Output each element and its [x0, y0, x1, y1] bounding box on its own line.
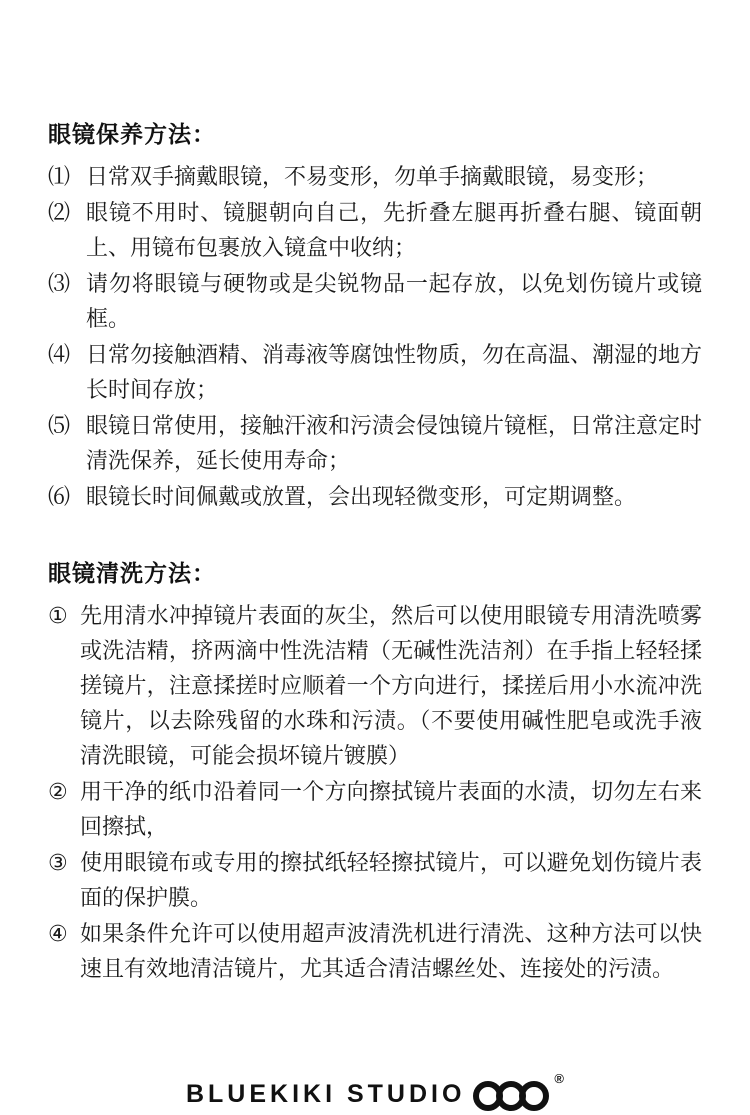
clean-list — [48, 598, 702, 987]
list-item — [48, 845, 702, 915]
item-text: 日常勿接触酒精、消毒液等腐蚀性物质，勿在高温、潮湿的地方长时间存放； — [86, 342, 703, 402]
clean-section-title: 眼镜清洗方法： — [48, 560, 216, 586]
item-text: 请勿将眼镜与硬物或是尖锐物品一起存放，以免划伤镜片或镜框。 — [86, 271, 702, 331]
item-number: ⑵ — [48, 200, 71, 225]
item-text: 如果条件允许可以使用超声波清洗机进行清洗、这种方法可以快速且有效地清洁镜片，尤其适合清洁螺丝处、连接处的污渍。 — [80, 921, 702, 981]
list-item — [48, 159, 702, 194]
item-number: ⑴ — [48, 164, 71, 189]
registered-mark: ® — [554, 1071, 565, 1086]
item-number: ⑷ — [48, 342, 71, 367]
brand-name: BLUEKIKI STUDIO — [185, 1079, 466, 1108]
item-number: ① — [48, 603, 68, 628]
item-number: ② — [48, 779, 68, 804]
list-item — [48, 266, 702, 336]
list-item — [48, 774, 702, 844]
item-text: 先用清水冲掉镜片表面的灰尘，然后可以使用眼镜专用清洗喷雾或洗洁精，挤两滴中性洗洁精（无碱性洗洁剂）在手指上轻轻揉搓镜片，注意揉搓时应顺着一个方向进行，揉搓后用小水流冲洗镜片，以去除残留的水珠和污渍。（不要使用碱性肥皂或洗手液清洗眼镜，可能会损坏镜片镀膜） — [80, 603, 702, 768]
care-section-title: 眼镜保养方法： — [48, 121, 216, 147]
list-item — [48, 195, 702, 265]
item-text: 使用眼镜布或专用的擦拭纸轻轻擦拭镜片，可以避免划伤镜片表面的保护膜。 — [80, 850, 702, 910]
item-number: ③ — [48, 850, 68, 875]
list-item — [48, 916, 702, 986]
brand-footer — [48, 1073, 702, 1115]
triple-loop-logo-icon — [471, 1073, 553, 1115]
care-list — [48, 159, 702, 515]
list-item — [48, 337, 702, 407]
item-number: ⑶ — [48, 271, 71, 296]
item-number: ⑸ — [48, 413, 71, 438]
list-item — [48, 479, 702, 514]
item-text: 眼镜日常使用，接触汗液和污渍会侵蚀镜片镜框，日常注意定时清洗保养，延长使用寿命； — [86, 413, 703, 473]
item-text: 日常双手摘戴眼镜，不易变形，勿单手摘戴眼镜，易变形； — [86, 164, 659, 189]
list-item — [48, 598, 702, 773]
item-text: 眼镜长时间佩戴或放置，会出现轻微变形，可定期调整。 — [86, 484, 637, 509]
item-text: 用干净的纸巾沿着同一个方向擦拭镜片表面的水渍，切勿左右来回擦拭， — [80, 779, 702, 839]
item-text: 眼镜不用时、镜腿朝向自己，先折叠左腿再折叠右腿、镜面朝上、用镜布包裹放入镜盒中收纳； — [86, 200, 702, 260]
item-number: ⑹ — [48, 484, 71, 509]
item-number: ④ — [48, 921, 68, 946]
list-item — [48, 408, 702, 478]
